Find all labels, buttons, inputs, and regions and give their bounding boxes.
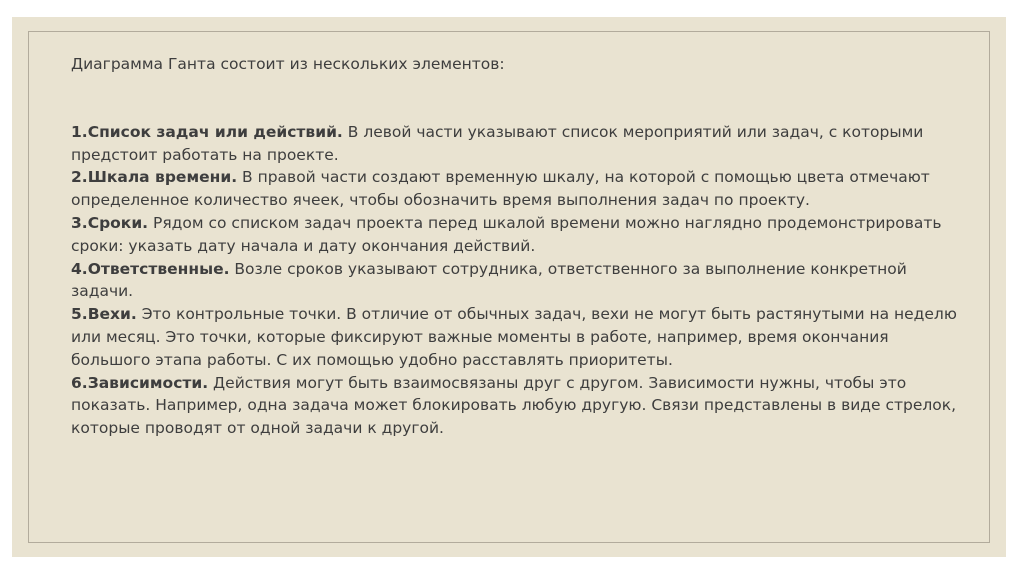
- item-text: Возле сроков указывают сотрудника, ответственного за выполнение конкретной задачи.: [71, 259, 907, 301]
- list-item-timeline: [71, 166, 961, 212]
- item-term: Список задач или действий.: [87, 122, 343, 141]
- list-item-dependencies: [71, 372, 961, 440]
- intro-text: Диаграмма Ганта состоит из нескольких элементов:: [71, 55, 505, 73]
- item-number: 2.: [71, 168, 88, 187]
- item-text: Это контрольные точки. В отличие от обычных задач, вехи не могут быть растянутыми на неделю или месяц. Это точки, которые фиксируют важные моменты в работе, например, время окончания большого этапа работы. С их помощью удобно расставлять приоритеты.: [71, 305, 957, 369]
- item-number: 4.: [71, 259, 88, 278]
- item-term: Зависимости.: [87, 373, 209, 392]
- list-item-responsible: [71, 258, 961, 304]
- slide: [12, 17, 1006, 557]
- item-text: Рядом со списком задач проекта перед шкалой времени можно наглядно продемонстрировать сроки: указать дату начала и дату окончания действий.: [71, 213, 942, 255]
- item-number: 3.: [71, 213, 88, 232]
- item-term: Ответственные.: [87, 259, 230, 278]
- list-item-deadlines: [71, 212, 961, 258]
- item-number: 1.: [71, 122, 88, 141]
- item-text: В левой части указывают список мероприятий или задач, с которыми предстоит работать на проекте.: [71, 122, 924, 164]
- item-term: Вехи.: [87, 305, 137, 324]
- list-item-milestones: [71, 303, 961, 371]
- item-number: 6.: [71, 373, 88, 392]
- item-term: Шкала времени.: [87, 168, 238, 187]
- item-text: В правой части создают временную шкалу, на которой с помощью цвета отмечают определенное количество ячеек, чтобы обозначить время выполнения задач по проекту.: [71, 168, 930, 210]
- list-item-tasks: [71, 121, 961, 167]
- item-number: 5.: [71, 305, 88, 324]
- item-term: Сроки.: [87, 213, 149, 232]
- item-text: Действия могут быть взаимосвязаны друг с другом. Зависимости нужны, чтобы это показать. Например, одна задача может блокировать любую другую. Связи представлены в виде стрелок, которые проводят от одной задачи к другой.: [71, 373, 957, 438]
- slide-content: [71, 53, 961, 440]
